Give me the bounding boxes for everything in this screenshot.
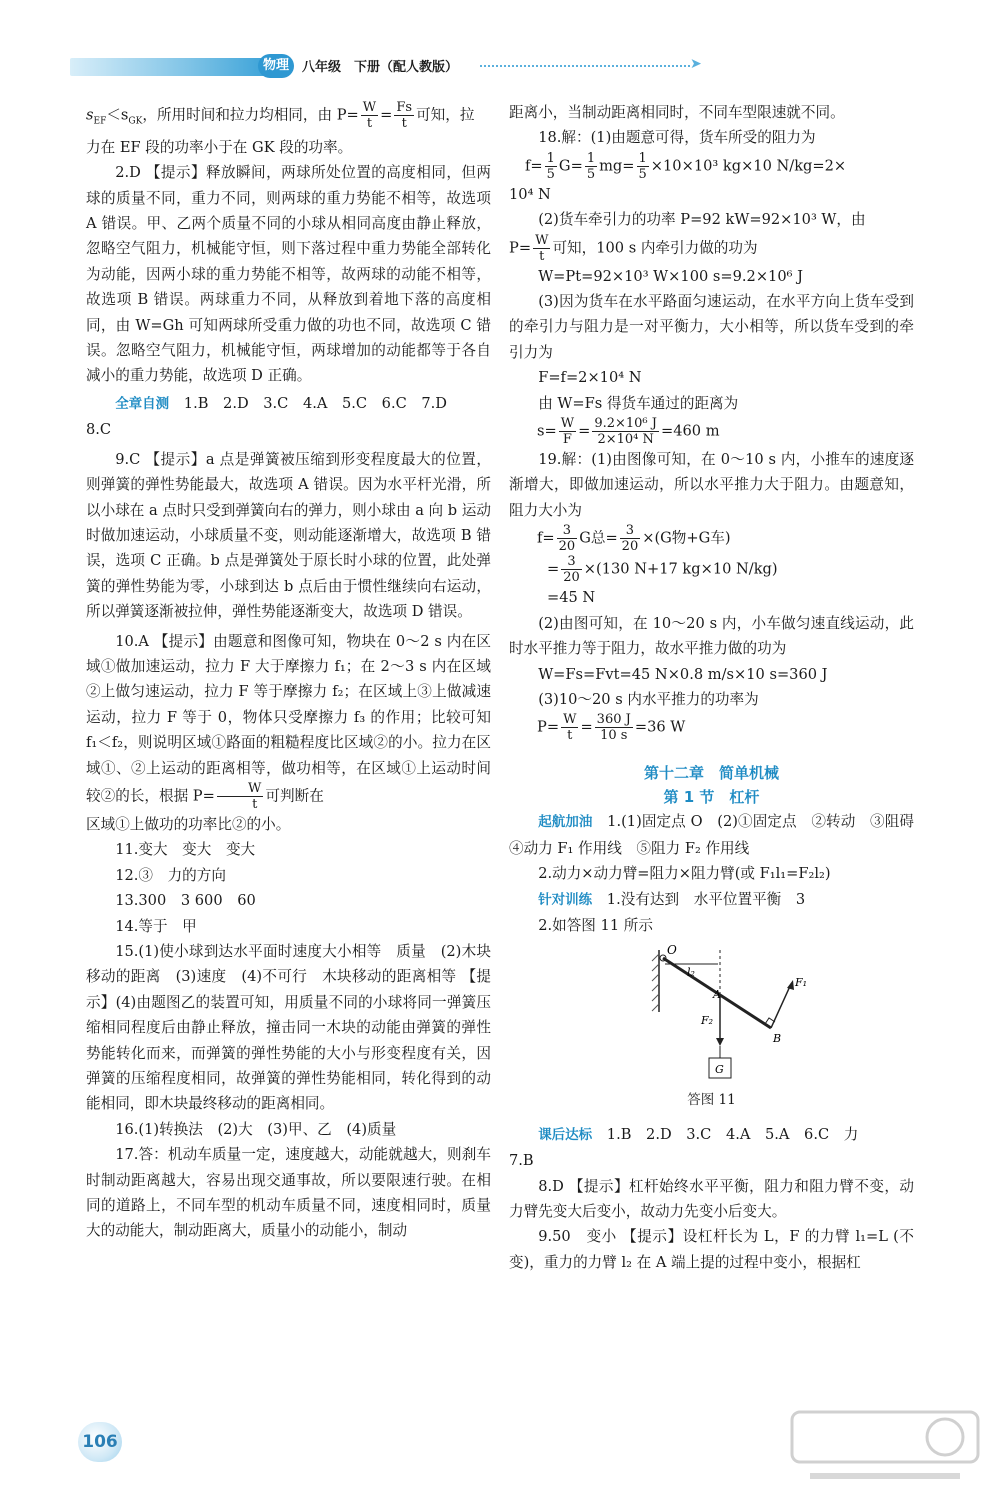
answer-14: 14.等于 甲 — [115, 917, 197, 935]
answer-19-2: (2)由图可知，在 10～20 s 内，小车做匀速直线运动，此时水平推力等于阻力，故水平推力做的功为 — [509, 614, 914, 658]
right-column — [509, 100, 929, 1275]
train-1: 针对训练 1.没有达到 水平位置平衡 3 — [538, 890, 806, 908]
answer-13: 13.300 3 600 60 — [115, 892, 256, 910]
equation-f: f= $\frac{1}{5}$ G= $\frac{1}{5}$ mg= $\frac{1}{5}$ ×10×10³ kg×10 N/kg=2× — [525, 150, 847, 182]
fraction: $\frac{W}{t}$ — [217, 781, 264, 812]
after-class-line-2: 7.B — [509, 1152, 534, 1170]
answer-10-end: 区域①上做功的功率比②的小。 — [86, 815, 291, 833]
label-F1: F₁ — [795, 976, 808, 990]
selftest-line: 全章自测 1.B 2.D 3.C 4.A 5.C 6.C 7.D — [115, 394, 447, 412]
equation-P: P= $\frac{W}{t}$ = $\frac{360 J}{10 s}$ =36 W — [537, 712, 686, 744]
section-tag-warmup: 起航加油 — [538, 814, 593, 831]
answer-18-s-intro: 由 W=Fs 得货车通过的距离为 — [538, 394, 739, 412]
page-header — [70, 50, 702, 84]
answer-9: 9.C 【提示】a 点是弹簧被压缩到形变程度最大的位置，则弹簧的弹性势能最大，故选项 A 错误。因为水平杆光滑，所以小球在 a 点时只受到弹簧向右的弹力，则小球由 a 向 b 运动时做加速运动，小球质量不变，则动能逐渐增大，故选项 B 错误，选项 C 正确。b 点是弹簧处于原长时小球的位置，此处弹簧的弹性势能为零，小球到达 b 点后由于惯性继续向右运动，所以弹簧逐渐被拉伸，弹性势能逐渐变大，故选项 D 错误。 — [86, 450, 491, 621]
answer-12: 12.③ 力的方向 — [115, 866, 226, 884]
force-F1-arrowhead — [787, 980, 794, 990]
answer-10: 10.A 【提示】由题意和图像可知，物块在 0～2 s 内在区域①做加速运动，拉力 F 大于摩擦力 f₁；在 2～3 s 内在区域②上做匀速运动，拉力 F 等于摩擦力 f₂；在区域上③上做减速运动，拉力 F 等于 0，物体只受摩擦力 f₃ 的作用；比较可知 f₁＜f₂，则说明区域①路面的粗糙程度比区域②的小。拉力在区域①、②上运动的距离相等，做功相等，在区域①上运动时间较②的长，根据 P= $\frac{W}{t}$ 可判断在 — [86, 632, 491, 812]
figure-caption: 答图 11 — [687, 1092, 736, 1109]
answer-17-end: 距离小，当制动距离相同时，不同车型限速就不同。 — [509, 104, 845, 121]
label-O: O — [667, 943, 677, 958]
answer-18-3: (3)因为货车在水平路面匀速运动，在水平方向上货车受到的牵引力与阻力是一对平衡力，大小相等，所以货车受到的牵引力为 — [509, 293, 914, 361]
answer-r8: 8.D 【提示】杠杆始终水平平衡，阻力和阻力臂不变，动力臂先变大后变小，故动力先变小后变大。 — [509, 1177, 914, 1220]
equation-W: W=Pt=92×10³ W×100 s=9.2×10⁶ J — [538, 267, 803, 285]
arrow-icon: ➤ — [690, 56, 702, 72]
answer-17: 17.答：机动车质量一定，速度越大，动能就越大，则刹车时制动距离越大，容易出现交通事故，所以要限速行驶。在相同的道路上，不同车型的机动车质量不同，速度相同时，质量大的动能大，制动距离大，质量小的动能小，制动 — [86, 1146, 491, 1240]
equation-W19: W=Fs=Fvt=45 N×0.8 m/s×10 s=360 J — [538, 665, 828, 683]
equation-F: F=f=2×10⁴ N — [538, 369, 642, 387]
warmup-2: 2.动力×动力臂=阻力×阻力臂(或 F₁l₁=F₂l₂) — [538, 865, 831, 883]
equation-s: s= $\frac{W}{F}$ = $\frac{\text{9.2×10⁶ J}}{\text{2×10⁴ N}}$ =460 m — [537, 416, 720, 448]
answer-r9: 9.50 变小 【提示】设杠杆长为 L，F 的力臂 l₁=L (不变)，重力的力臂 l₂ 在 A 端上提的过程中变小，根据杠 — [509, 1228, 914, 1271]
answer-continued: $s_{EF}<s_{GK}$，所用时间和拉力均相同，由 P= $\frac{W}{t}$ = $\frac{Fs}{t}$ 可知，拉 — [86, 100, 475, 131]
answer-15: 15.(1)使小球到达水平面时速度大小相等 质量 (2)木块移动的距离 (3)速度 (4)不可行 木块移动的距离相等 【提示】(4)由题图乙的装置可知，用质量不同的小球将同一弹簧压缩相同程度后由静止释放，撞击同一木块的动能由弹簧的弹性势能转化而来，而弹簧的弹性势能的大小与形变程度有关，因弹簧的压缩程度相同，故弹簧的弹性势能相同，转化得到的动能相同，即木块最终移动的距离相同。 — [86, 943, 491, 1113]
answer-18-intro: 18.解：(1)由题意可得，货车所受的阻力为 — [538, 129, 816, 147]
label-F2: F₂ — [701, 1014, 714, 1028]
left-column — [86, 100, 491, 1244]
page-number: 106 — [78, 1422, 122, 1462]
header-dotted-line — [480, 65, 690, 67]
subject-badge: 物理 — [258, 54, 294, 78]
train-2: 2.如答图 11 所示 — [538, 916, 653, 934]
answer-19-3: (3)10～20 s 内水平推力的功率为 — [538, 690, 759, 708]
fraction: $\frac{Fs}{t}$ — [396, 100, 413, 131]
equation-f19-2: = $\frac{3}{20}$ ×(130 N+17 kg×10 N/kg) — [547, 554, 778, 586]
section-title: 第 1 节 杠杆 — [663, 788, 760, 807]
equation-f-end: 10⁴ N — [509, 185, 551, 203]
label-A: A — [713, 988, 721, 1002]
answer-2: 2.D 【提示】释放瞬间，两球所处位置的高度相同，但两球的质量不同，重力不同，则两球的重力势能不相等，故选项 A 错误。甲、乙两个质量不同的小球从相同高度由静止释放，忽略空气阻力，机械能守恒，则下落过程中重力势能全部转化为动能，因两小球的重力势能不相等，故两球的动能不相等，故选项 B 错误。两球重力不同，从释放到着地下落的高度相同，由 W=Gh 可知两球所受重力做的功也不同，故选项 C 错误。忽略空气阻力，机械能守恒，两球增加的动能都等于各自减小的重力势能，故选项 D 正确。 — [86, 164, 491, 385]
answer-19-intro: 19.解：(1)由图像可知，在 0～10 s 内，小推车的速度逐渐增大，即做加速运动，所以水平推力大于阻力。由题意知，阻力大小为 — [509, 451, 914, 519]
equation-f19: f= $\frac{3}{20}$ G总= $\frac{3}{20}$ ×(G物+G车) — [537, 523, 731, 555]
book-info: 八年级 下册（配人教版） — [302, 60, 459, 75]
equation-f19-3: =45 N — [547, 589, 596, 607]
section-tag-after-class: 课后达标 — [538, 1126, 593, 1143]
answer-18-2: (2)货车牵引力的功率 P=92 kW=92×10³ W，由 — [538, 211, 866, 229]
chapter-title: 第十二章 简单机械 — [643, 764, 779, 783]
wall-hatching — [652, 954, 659, 1011]
header-decoration — [70, 58, 270, 76]
lever-svg — [509, 942, 914, 1090]
section-tag-selftest: 全章自测 — [115, 395, 170, 412]
watermark-logo — [790, 1410, 980, 1490]
answer-18-2b: P= $\frac{W}{t}$ 可知，100 s 内牵引力做的功为 — [509, 232, 758, 264]
answer-11: 11.变大 变大 变大 — [115, 841, 256, 859]
section-tag-training: 针对训练 — [538, 891, 593, 908]
selftest-line-2: 8.C — [86, 421, 112, 439]
label-l2: l₂ — [687, 966, 695, 980]
answer-16: 16.(1)转换法 (2)大 (3)甲、乙 (4)质量 — [115, 1120, 397, 1138]
answer-text: 力在 EF 段的功率小于在 GK 段的功率。 — [86, 138, 353, 156]
fraction: $\frac{W}{t}$ — [362, 100, 377, 131]
warmup-1: 起航加油 1.(1)固定点 O (2)①固定点 ②转动 ③阻碍 ④动力 F₁ 作用线 ⑤阻力 F₂ 作用线 — [509, 813, 929, 857]
label-B: B — [773, 1032, 782, 1046]
label-G: G — [715, 1063, 724, 1077]
lever-diagram — [509, 942, 914, 1090]
force-F2-arrowhead — [716, 1038, 724, 1046]
after-class-answers: 课后达标 1.B 2.D 3.C 4.A 5.A 6.C 力 — [538, 1125, 859, 1143]
